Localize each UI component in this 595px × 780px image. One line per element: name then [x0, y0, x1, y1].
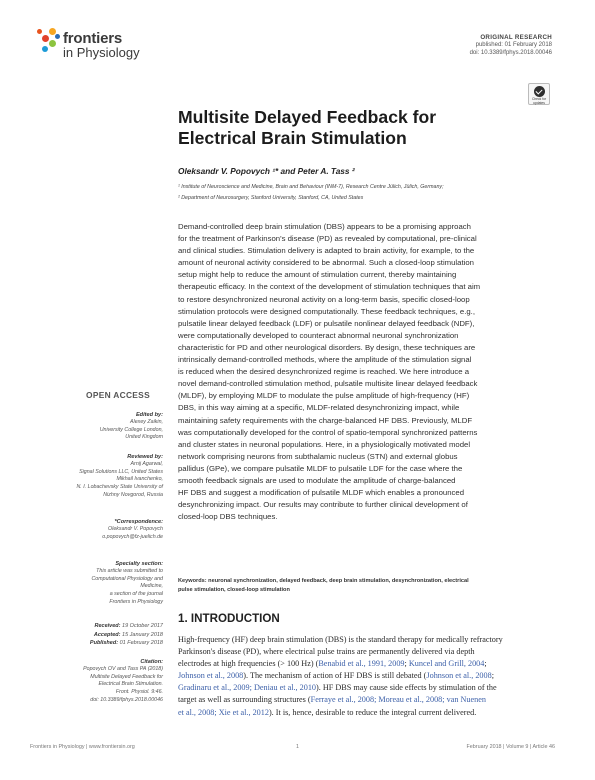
citation-block: [23, 658, 163, 705]
received-date: Received: 19 October 2017: [94, 623, 163, 629]
published-date-sidebar: Published: 01 February 2018: [89, 640, 163, 647]
logo-word-journal: in Physiology: [63, 45, 140, 60]
introduction-text: [178, 634, 555, 719]
abstract-line: amount of neuronal activity considered to be abnormal. Such a closed-loop stimulation: [178, 258, 474, 268]
abstract-line: novel demand-controlled stimulation method, pulsatile multisite linear delayed feedback: [178, 379, 478, 389]
citation-label: Citation:: [140, 659, 163, 665]
intro-text: ;: [491, 671, 494, 681]
abstract-line: for the treatment of Parkinson's disease (PD) as revealed by computational, pre-clinical: [178, 234, 477, 244]
page-number: 1: [296, 744, 299, 750]
accepted-date: Accepted: 15 January 2018: [93, 631, 163, 638]
intro-line: [178, 707, 555, 719]
keywords-label: Keywords:: [178, 578, 207, 584]
keywords-line-2: pulse stimulation, closed-loop stimulation: [178, 587, 290, 593]
logo-word-frontiers: frontiers: [63, 30, 123, 47]
abstract-line: setup might help to reduce the amount of stimulation current, thereby maintaining: [178, 270, 457, 280]
citation-link[interactable]: Gradinaru et al., 2009; Deniau et al., 2010: [178, 683, 317, 693]
abstract-line: and clinical studies. Stimulation delivery is adapted to brain activity, for example, to the: [178, 246, 475, 256]
abstract-line: desynchronizing impact. Our results may contribute to further clinical development of: [178, 500, 468, 510]
abstract: [178, 221, 555, 523]
abstract-line: maintaining safety requirements with the charge-balanced HF DBS. Previously, MLDF: [178, 415, 473, 425]
intro-text: ). The mechanism of action of HF DBS is still debated (: [243, 671, 427, 681]
edited-by-label: Edited by:: [135, 412, 163, 418]
abstract-line: stimulation protocols were designed computationally. These feedback techniques, e.g.,: [178, 306, 475, 316]
abstract-line: characteristic for PD and other neurological disorders. By design, these techniques are: [178, 342, 476, 352]
citation-line: Electrical Brain Stimulation.: [98, 681, 163, 688]
citation-line: Popovych OV and Tass PA (2018): [83, 666, 163, 672]
reviewer-line: Nizhny Novgorod, Russia: [103, 491, 163, 498]
citation-link[interactable]: Benabid et al., 1991, 2009: [318, 659, 405, 669]
correspondence-email[interactable]: o.popovych@fz-juelich.de: [102, 533, 163, 540]
footer-volume-info: February 2018 | Volume 9 | Article 46: [466, 744, 555, 750]
abstract-line: closed-loop DBS techniques.: [178, 512, 278, 522]
reviewed-by-block: [23, 453, 163, 500]
citation-link[interactable]: Johnson et al., 2008: [178, 671, 244, 681]
intro-text: ;: [404, 659, 409, 669]
citation-link[interactable]: Kuncel and Grill, 2004: [408, 659, 485, 669]
check-for-updates-label: Check for updates: [531, 97, 547, 105]
abstract-line: is reduced when the desired desynchronized regime is reached. We here introduce a: [178, 367, 470, 377]
intro-text: electrodes at high frequencies (> 100 Hz) (: [178, 659, 319, 669]
footer-journal-link[interactable]: Frontiers in Physiology | www.frontiersin.org: [30, 744, 135, 750]
affiliation-2: ² Department of Neurosurgery, Stanford University, Stanford, CA, United States: [178, 195, 364, 201]
intro-text: Parkinson's disease (PD), where electrical pulse trains are permanently delivered via depth: [178, 647, 475, 657]
abstract-line: smooth feedback signals are used to modulate the amplitude of charge-balanced: [178, 475, 456, 485]
check-for-updates-button[interactable]: [528, 83, 550, 105]
specialty-line: a section of the journal: [109, 591, 163, 598]
abstract-line: Demand-controlled deep brain stimulation (DBS) appears to be a promising approach: [178, 222, 471, 231]
reviewer-line: N. I. Lobachevsky State University of: [76, 484, 163, 491]
editor-line: University College London,: [99, 426, 163, 433]
specialty-line: Medicine,: [140, 583, 163, 590]
keywords: [178, 577, 555, 595]
citation-link[interactable]: Johnson et al., 2008: [426, 671, 492, 681]
article-meta-header: [470, 34, 552, 57]
doi-link[interactable]: doi: 10.3389/fphys.2018.00046: [469, 50, 552, 56]
reviewer-line: Arnij Agarwal,: [130, 461, 163, 467]
citation-line: doi: 10.3389/fphys.2018.00046: [90, 696, 163, 703]
abstract-line: and cluster states in neuronal populations. Here, in a physiologically motivated model: [178, 439, 471, 449]
specialty-section-block: [23, 560, 163, 607]
abstract-line: therapeutic efficacy. In the context of the development of stimulation techniques that aim: [178, 282, 481, 292]
specialty-line: Computational Physiology and: [91, 575, 163, 582]
abstract-line: pallidus (GPe), we compare pulsatile MLDF to pulsatile LDF for the case where the: [178, 463, 463, 473]
specialty-section-label: Specialty section:: [115, 561, 163, 567]
citation-link[interactable]: et al., 2008; Xie et al., 2012: [178, 707, 269, 717]
abstract-line: (MLDF), by employing MLDF to modulate the pulse amplitude of high-frequency (HF): [178, 391, 470, 401]
editor-line: Alexey Zaikin,: [130, 419, 163, 425]
correspondence-block: [23, 518, 163, 541]
abstract-line: network comprising neurons from subthalamic nucleus (STN) and external globus: [178, 451, 458, 461]
intro-text: High-frequency (HF) deep brain stimulation (DBS) is the standard therapy for medically refractory: [178, 635, 503, 644]
intro-line: [178, 634, 555, 646]
journal-logo[interactable]: [30, 26, 190, 66]
reviewed-by-label: Reviewed by:: [127, 454, 163, 460]
open-access-label: OPEN ACCESS: [86, 390, 150, 400]
specialty-line: Frontiers in Physiology: [109, 598, 163, 605]
intro-line: [178, 646, 555, 658]
intro-text: ). HF DBS may cause side effects by stimulation of the: [316, 683, 497, 693]
dates-block: [23, 622, 163, 648]
abstract-line: intrinsically demand-controlled methods, where the amplitude of the stimulation signal: [178, 355, 472, 365]
reviewer-line: Mikhail Ivanchenko,: [116, 476, 163, 483]
author-list[interactable]: Oleksandr V. Popovych ¹* and Peter A. Tass ²: [178, 166, 355, 176]
citation-line: Multisite Delayed Feedback for: [90, 673, 163, 680]
intro-text: ). It is, hence, desirable to reduce the integral current delivered.: [268, 707, 477, 717]
intro-line: [178, 670, 555, 682]
section-heading-introduction: 1. INTRODUCTION: [178, 612, 280, 625]
correspondence-label: *Correspondence:: [114, 519, 163, 525]
intro-text: ;: [484, 659, 487, 669]
article-type: ORIGINAL RESEARCH: [480, 34, 552, 41]
citation-line: Front. Physiol. 9:46.: [115, 689, 163, 696]
affiliation-1: ¹ Institute of Neuroscience and Medicine, Brain and Behaviour (INM-7), Research Centre Jülich, Jülich, Germany;: [178, 184, 444, 190]
intro-text: target as well as surrounding structures (: [178, 695, 311, 705]
intro-line: [178, 658, 555, 670]
abstract-line: DBS, in this way aiming at a specific, MLDF-related desynchronizing impact, while: [178, 403, 460, 413]
abstract-line: to restore desynchronized neuronal activity on a long-term basis, specific closed-loop: [178, 294, 470, 304]
editor-line: United Kingdom: [125, 434, 163, 441]
abstract-line: pulsatile linear delayed feedback (LDF) or pulsatile nonlinear delayed feedback (NDF),: [178, 318, 475, 328]
specialty-line: This article was submitted to: [96, 568, 163, 574]
citation-link[interactable]: Ferraye et al., 2008; Moreau et al., 2008; van Nuenen: [310, 695, 486, 705]
published-date: published: 01 February 2018: [475, 42, 552, 48]
abstract-line: HF DBS and suggest a modification of pulsatile MLDF which enables a pronounced: [178, 488, 465, 498]
intro-line: [178, 694, 555, 706]
reviewer-line: Signal Solutions LLC, United States: [79, 468, 163, 475]
correspondence-name: Oleksandr V. Popovych: [108, 526, 163, 532]
intro-line: [178, 682, 555, 694]
article-title: Multisite Delayed Feedback for Electrical Brain Stimulation: [178, 107, 437, 148]
abstract-line: were computationally developed to counteract abnormal neuronal synchronization: [178, 330, 459, 340]
check-icon: [534, 86, 545, 97]
abstract-line: was computationally developed for the control of spatio-temporal synchronized patterns: [178, 427, 478, 437]
keywords-line-1: neuronal synchronization, delayed feedback, deep brain stimulation, desynchronization, electrical: [206, 578, 469, 584]
edited-by-block: [23, 411, 163, 442]
